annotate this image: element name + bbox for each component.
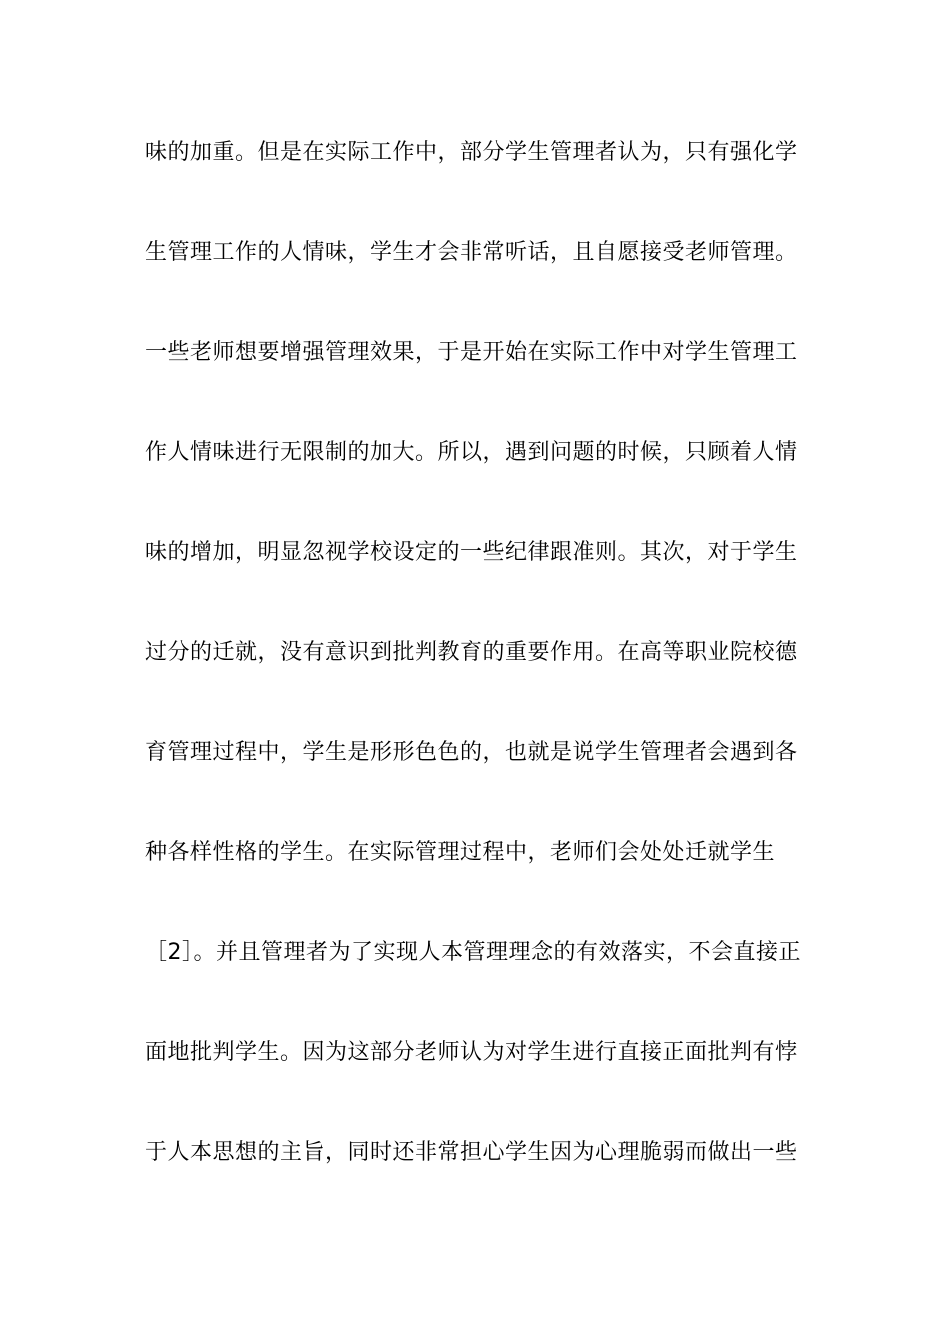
text-line: ［2］。并且管理者为了实现人本管理理念的有效落实，不会直接正 — [145, 940, 801, 965]
text-line: 过分的迁就，没有意识到批判教育的重要作用。在高等职业院校德 — [145, 640, 798, 665]
text-line: 面地批判学生。因为这部分老师认为对学生进行直接正面批判有悖 — [145, 1040, 798, 1065]
text-line: 育管理过程中，学生是形形色色的，也就是说学生管理者会遇到各 — [145, 740, 798, 765]
text-line: 一些老师想要增强管理效果，于是开始在实际工作中对学生管理工 — [145, 340, 798, 365]
text-line: 种各样性格的学生。在实际管理过程中，老师们会处处迁就学生 — [145, 840, 776, 865]
text-line: 作人情味进行无限制的加大。所以，遇到问题的时候，只顾着人情 — [145, 440, 798, 465]
text-line: 味的增加，明显忽视学校设定的一些纪律跟准则。其次，对于学生 — [145, 540, 798, 565]
text-line: 味的加重。但是在实际工作中，部分学生管理者认为，只有强化学 — [145, 140, 798, 165]
text-line: 于人本思想的主旨，同时还非常担心学生因为心理脆弱而做出一些 — [145, 1140, 798, 1165]
body-text — [145, 133, 815, 1233]
text-line: 生管理工作的人情味，学生才会非常听话，且自愿接受老师管理。 — [145, 240, 798, 265]
